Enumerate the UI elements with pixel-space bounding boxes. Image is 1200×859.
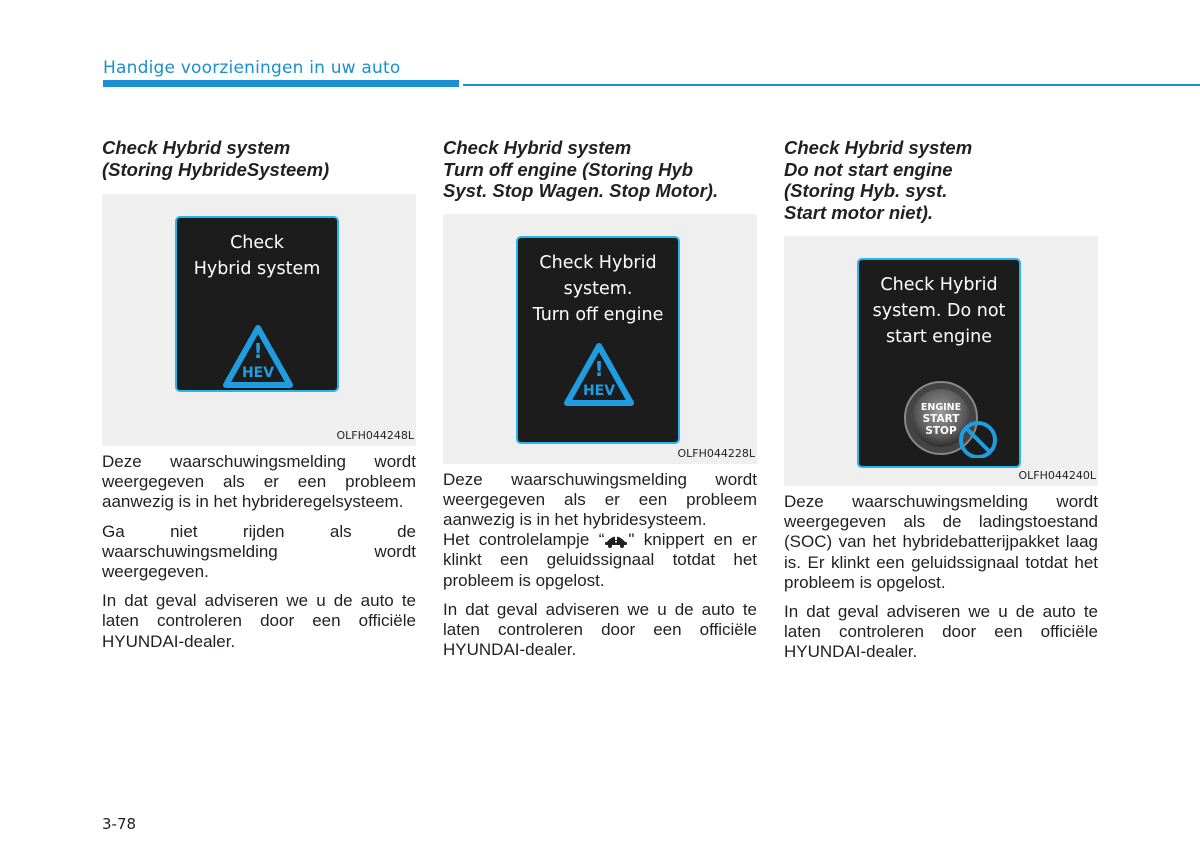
- heading-line: Check Hybrid system: [784, 137, 973, 158]
- page-number: 3-78: [102, 815, 137, 833]
- warning-display-figure: [102, 194, 416, 446]
- section-body: [443, 470, 757, 661]
- cluster-display: [516, 236, 680, 444]
- car-warning-icon: [604, 532, 628, 548]
- hev-label: HEV: [582, 382, 616, 399]
- section-header-title: Handige voorzieningen in uw auto: [103, 58, 401, 78]
- engine-start-stop-button-icon: [903, 380, 1007, 458]
- section-check-hybrid-system: [102, 137, 416, 661]
- paragraph: Deze waarschuwingsmelding wordt weergegeven als er een probleem aanwezig is in het hybridesysteem.: [443, 469, 757, 529]
- display-line: start engine: [885, 327, 992, 347]
- display-line: Turn off engine: [532, 304, 664, 325]
- warning-mark: !: [594, 356, 604, 381]
- warning-triangle-hev-icon: [222, 324, 294, 390]
- paragraph-with-icon: [443, 530, 757, 591]
- display-line: system.: [563, 278, 633, 299]
- heading-line: Turn off engine (Storing Hyb: [443, 158, 694, 180]
- inline-text-before: Het controlelampje “: [443, 530, 605, 550]
- button-label-start: START: [922, 413, 960, 425]
- warning-display-figure: [784, 236, 1098, 486]
- display-line: system. Do not: [872, 301, 1006, 321]
- paragraph: In dat geval adviseren we u de auto te laten controleren door een officiële HYUNDAI-dealer.: [443, 599, 757, 660]
- figure-code: OLFH044240L: [1018, 469, 1096, 482]
- cluster-display: [175, 216, 339, 392]
- section-turn-off-engine: [443, 137, 757, 669]
- paragraph: Ga niet rijden als de waarschuwingsmelding wordt weergegeven.: [102, 521, 416, 582]
- figure-code: OLFH044248L: [336, 429, 414, 442]
- heading-line: (Storing Hyb. syst.: [784, 180, 948, 201]
- section-heading: [102, 137, 416, 180]
- display-message: [518, 250, 678, 328]
- button-label-stop: STOP: [925, 425, 957, 437]
- display-line: Check Hybrid: [880, 275, 998, 295]
- section-heading: [784, 137, 1098, 223]
- figure-code: OLFH044228L: [677, 446, 755, 460]
- section-body: [784, 492, 1098, 663]
- hev-label: HEV: [241, 365, 275, 381]
- heading-line: Check Hybrid system: [102, 137, 291, 158]
- warning-triangle-hev-icon: [563, 342, 635, 408]
- cluster-display: [857, 258, 1021, 468]
- heading-line: Start motor niet).: [784, 201, 934, 223]
- section-body: [102, 452, 416, 652]
- paragraph: Deze waarschuwingsmelding wordt weergegeven als de ladingstoestand (SOC) van het hybridebatterijpakket laag is. Er klinkt een geluidssignaal totdat het probleem is opgelost.: [784, 492, 1098, 592]
- inline-text-after: " knippert en er klinkt een geluidssignaal totdat het probleem is opgelost.: [443, 530, 757, 590]
- display-message: [859, 272, 1019, 350]
- display-line: Hybrid system: [193, 259, 321, 279]
- display-message: [177, 230, 337, 282]
- section-do-not-start-engine: [784, 137, 1098, 672]
- display-line: Check Hybrid: [539, 252, 657, 273]
- warning-mark: !: [253, 339, 263, 363]
- button-label-engine: ENGINE: [920, 402, 962, 413]
- header-rule: [463, 84, 1200, 86]
- heading-line: Check Hybrid system: [443, 137, 632, 158]
- paragraph: Deze waarschuwingsmelding wordt weergegeven als er een probleem aanwezig is in het hybrideregelsysteem.: [102, 452, 416, 512]
- display-line: Check: [230, 233, 284, 253]
- section-heading: [443, 137, 757, 202]
- paragraph: In dat geval adviseren we u de auto te laten controleren door een officiële HYUNDAI-dealer.: [102, 591, 416, 651]
- heading-line: Syst. Stop Wagen. Stop Motor).: [443, 180, 719, 201]
- heading-line: Do not start engine: [784, 158, 953, 180]
- paragraph: In dat geval adviseren we u de auto te laten controleren door een officiële HYUNDAI-dealer.: [784, 602, 1098, 662]
- warning-display-figure: [443, 214, 757, 464]
- heading-line: (Storing HybrideSysteem): [102, 158, 330, 180]
- header-accent-bar: [103, 80, 459, 87]
